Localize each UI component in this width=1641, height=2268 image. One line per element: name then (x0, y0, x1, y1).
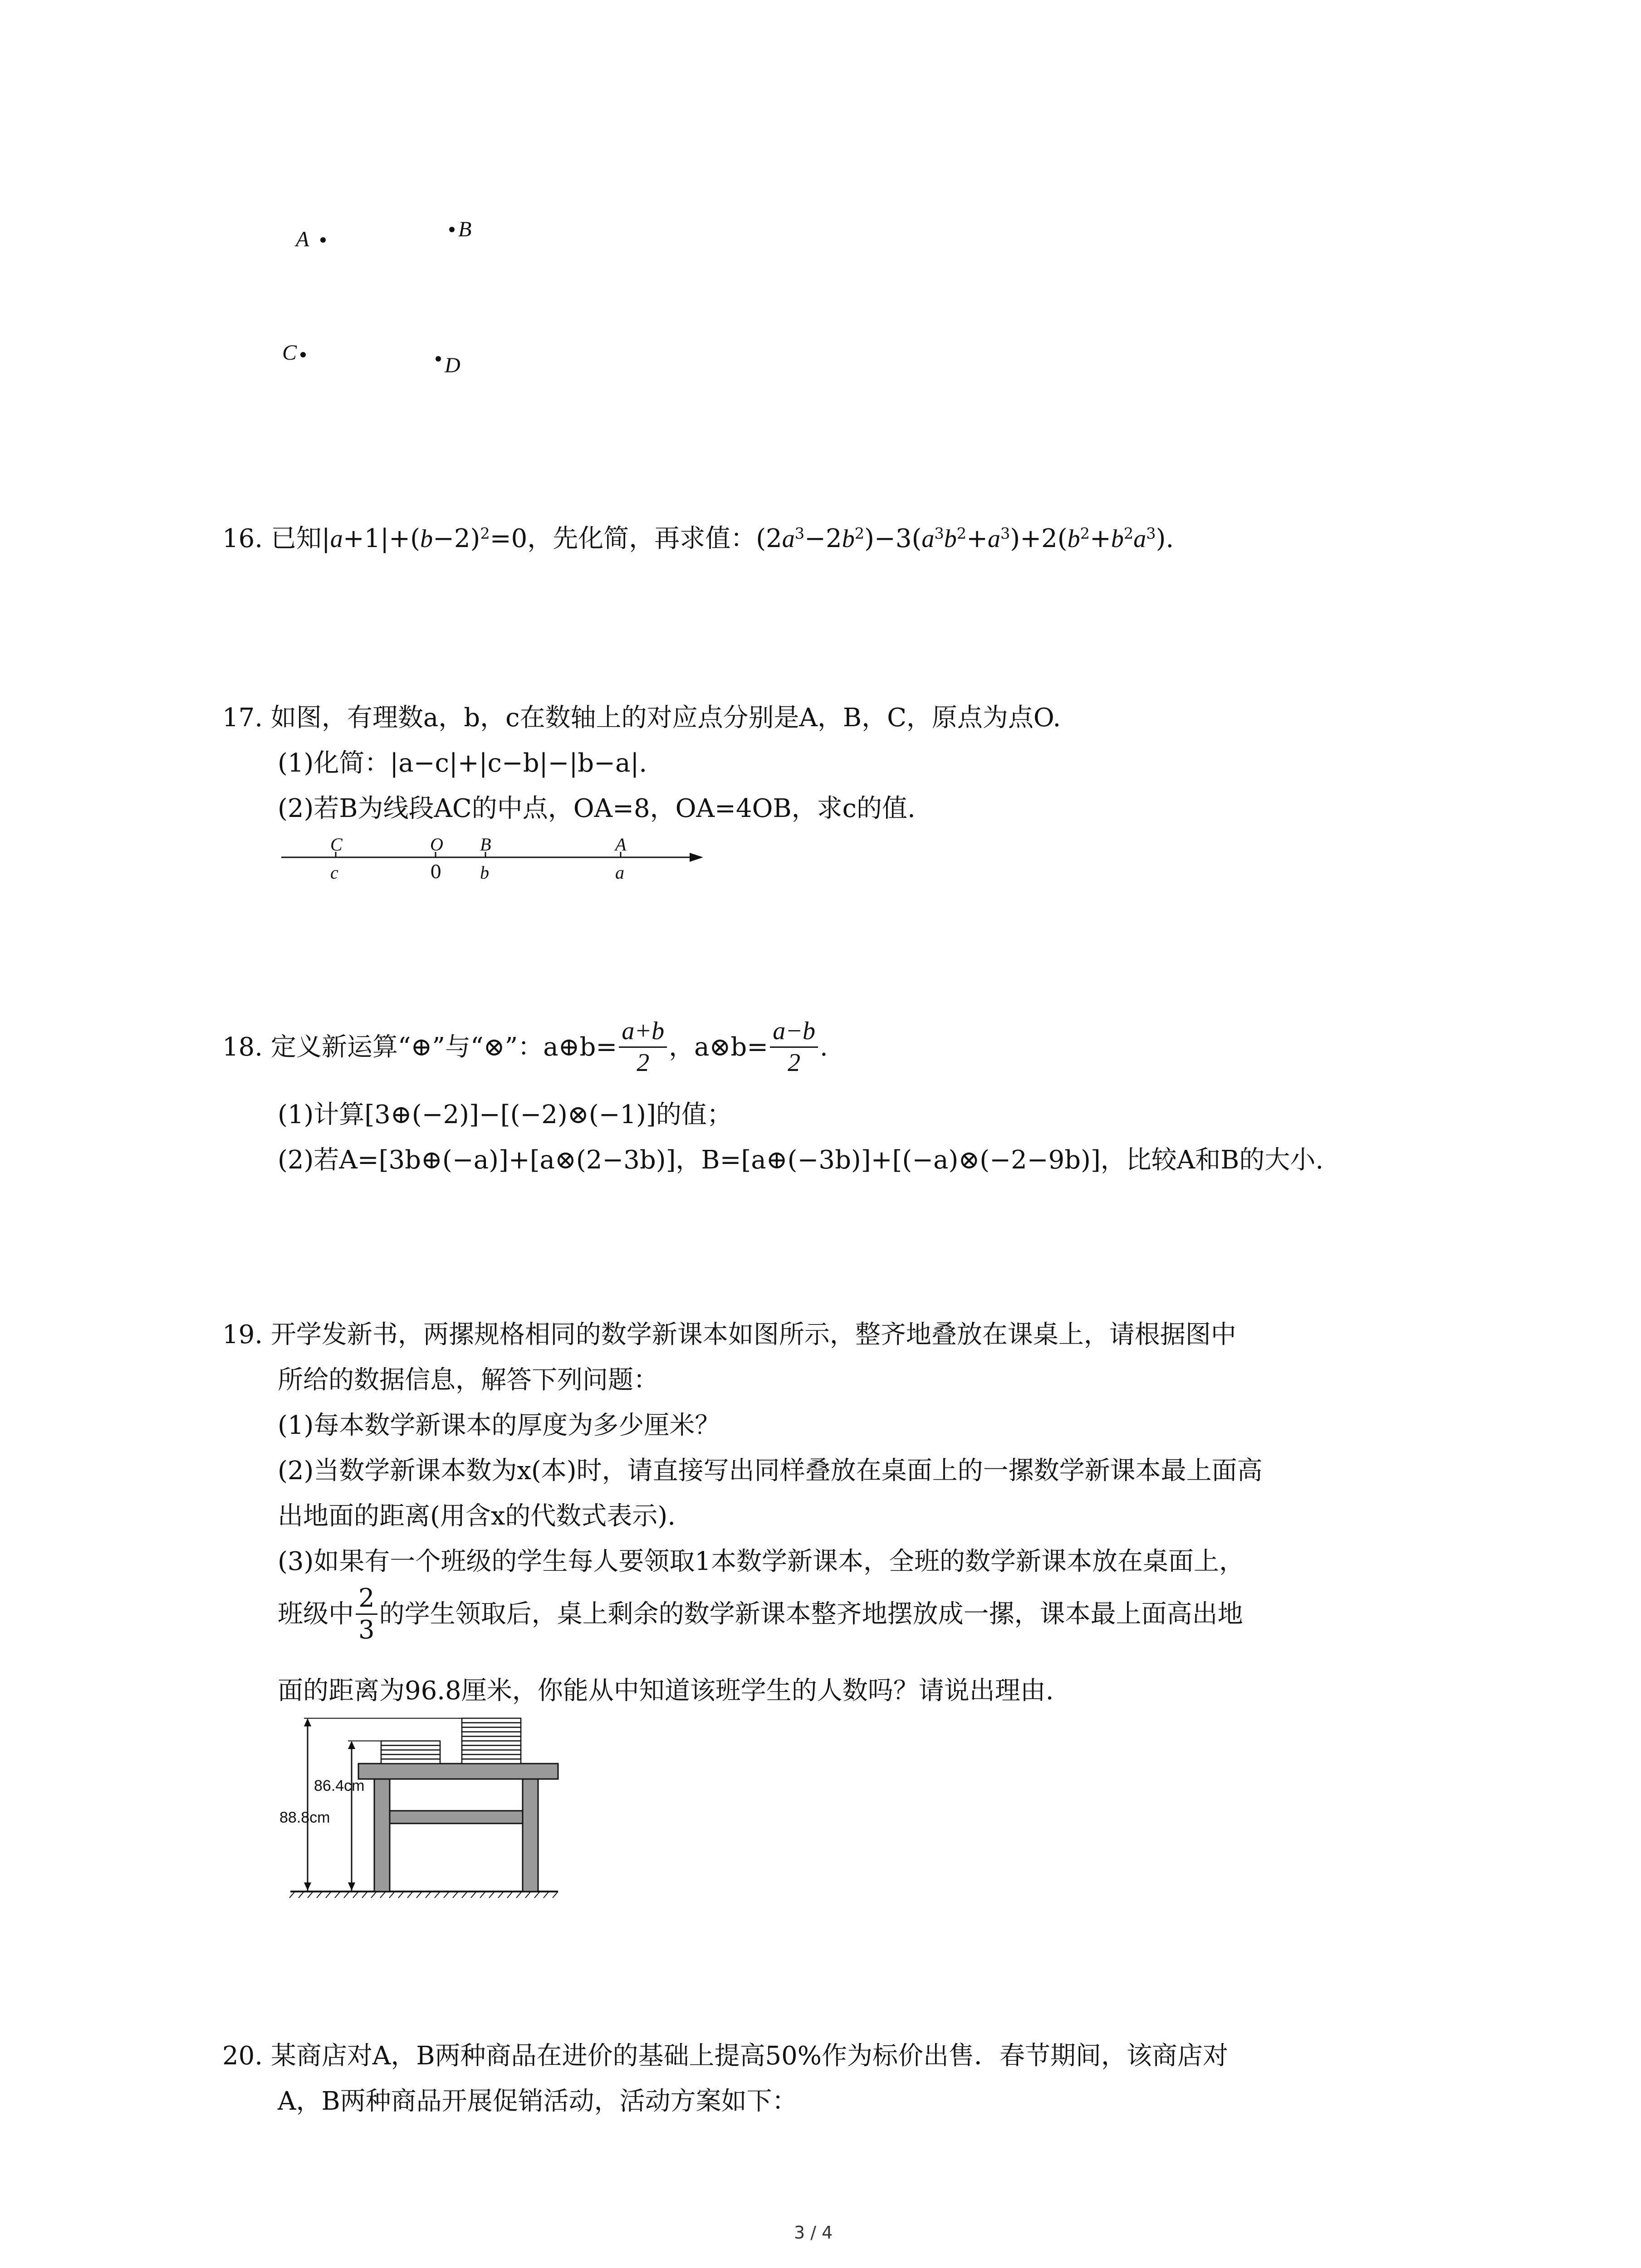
q19-line-8: 面的距离为96.8厘米，你能从中知道该班学生的人数吗？请说出理由. (278, 1676, 1054, 1706)
axis-value-c: c (330, 862, 338, 883)
point-label-d: D (445, 353, 460, 377)
q17-number: 17. (222, 703, 263, 733)
q19-line-3: (1)每本数学新课本的厚度为多少厘米？ (278, 1411, 720, 1440)
q16-text: 已知$|a+1|+(b-2)^2=0$，先化简，再求值：$(2a^3-2b^2)-3(a^3b^2+a^3)+2(b^2+b^2a^3)$. (270, 524, 1174, 553)
q19-number: 19. (222, 1320, 263, 1349)
dim-label-small: 86.4cm (314, 1777, 365, 1794)
desk-crossbar (390, 1811, 523, 1823)
axis-label-C: C (330, 834, 343, 855)
question-16 (222, 526, 1174, 552)
q20-line-1 (222, 2043, 1228, 2069)
q18-line-2: (1)计算[3⊕(−2)]−[(−2)⊗(−1)]的值； (278, 1100, 732, 1129)
point-c-dot (300, 352, 306, 357)
axis-label-A: A (615, 834, 627, 855)
q19-line-2: 所给的数据信息，解答下列问题： (278, 1365, 659, 1395)
q18-line-1 (222, 1016, 828, 1078)
number-line-arrow (690, 853, 703, 862)
q17-stem: 如图，有理数a，b，c在数轴上的对应点分别是A，B，C，原点为点O. (270, 703, 1061, 733)
point-b-dot (449, 227, 455, 232)
point-d-dot (436, 356, 441, 362)
q18-def-mid: ，a⊗b= (669, 1032, 769, 1062)
q19-stem: 开学发新书，两摞规格相同的数学新课本如图所示，整齐地叠放在课桌上，请根据图中 (270, 1320, 1236, 1349)
point-a-dot (320, 237, 326, 243)
point-label-c: C (282, 341, 297, 365)
q18-def-pre: 定义新运算“⊕”与“⊗”：a⊕b= (270, 1032, 617, 1062)
q20-line-2: A，B两种商品开展促销活动，活动方案如下： (278, 2087, 798, 2116)
axis-value-0: 0 (430, 862, 442, 883)
q17-line-1 (222, 705, 1061, 731)
q16-number: 16. (222, 524, 263, 553)
axis-value-b: b (480, 862, 489, 883)
q19-line-4: (2)当数学新课本数为x(本)时，请直接写出同样叠放在桌面上的一摞数学新课本最上面高 (278, 1456, 1263, 1486)
q17-line-2: (1)化简：|a−c|+|c−b|−|b−a|. (278, 748, 647, 778)
axis-label-O: O (430, 834, 443, 855)
point-label-a: A (296, 227, 309, 251)
q18-line-3: (2)若A=[3b⊕(−a)]+[a⊗(2−3b)]，B=[a⊕(−3b)]+[(−a)⊗(−2−9b)]，比较A和B的大小. (278, 1145, 1324, 1175)
axis-label-B: B (480, 834, 491, 855)
q19-line-1 (222, 1322, 1236, 1348)
q19-line-5: 出地面的距离(用含x的代数式表示). (278, 1501, 676, 1531)
q19-line-6: (3)如果有一个班级的学生每人要领取1本数学新课本，全班的数学新课本放在桌面上， (278, 1547, 1244, 1576)
q20-number: 20. (222, 2041, 263, 2071)
book-stack-small (381, 1741, 440, 1764)
q18-def-end: . (819, 1032, 828, 1062)
page-number: 3 / 4 (794, 2223, 833, 2243)
axis-value-a: a (615, 862, 624, 883)
desk-figure (286, 1710, 612, 1910)
q19-line-7: 班级中 $\frac{2}{3}$ 的学生领取后，桌上剩余的数学新课本整齐地摆放成一摞，课本最上面高出地 (278, 1584, 1243, 1645)
q20-stem: 某商店对A，B两种商品在进价的基础上提高50%作为标价出售．春节期间，该商店对 (270, 2041, 1228, 2071)
book-stack-large (462, 1718, 521, 1764)
desk-leg-right (523, 1779, 538, 1892)
q19-fraction: $\frac{2}{3}$ (356, 1583, 377, 1645)
ground-hatch (289, 1892, 558, 1898)
desk-leg-left (374, 1779, 390, 1892)
q18-fraction-times: $\frac{a-b}{2}$ (770, 1016, 818, 1078)
dim-label-large: 88.8cm (279, 1809, 330, 1826)
q17-line-3: (2)若B为线段AC的中点，OA=8，OA=4OB，求c的值. (278, 794, 916, 823)
q18-number: 18. (222, 1032, 263, 1062)
point-label-b: B (458, 217, 472, 241)
q18-fraction-plus: $\frac{a+b}{2}$ (619, 1016, 667, 1078)
desk-top (358, 1764, 558, 1779)
